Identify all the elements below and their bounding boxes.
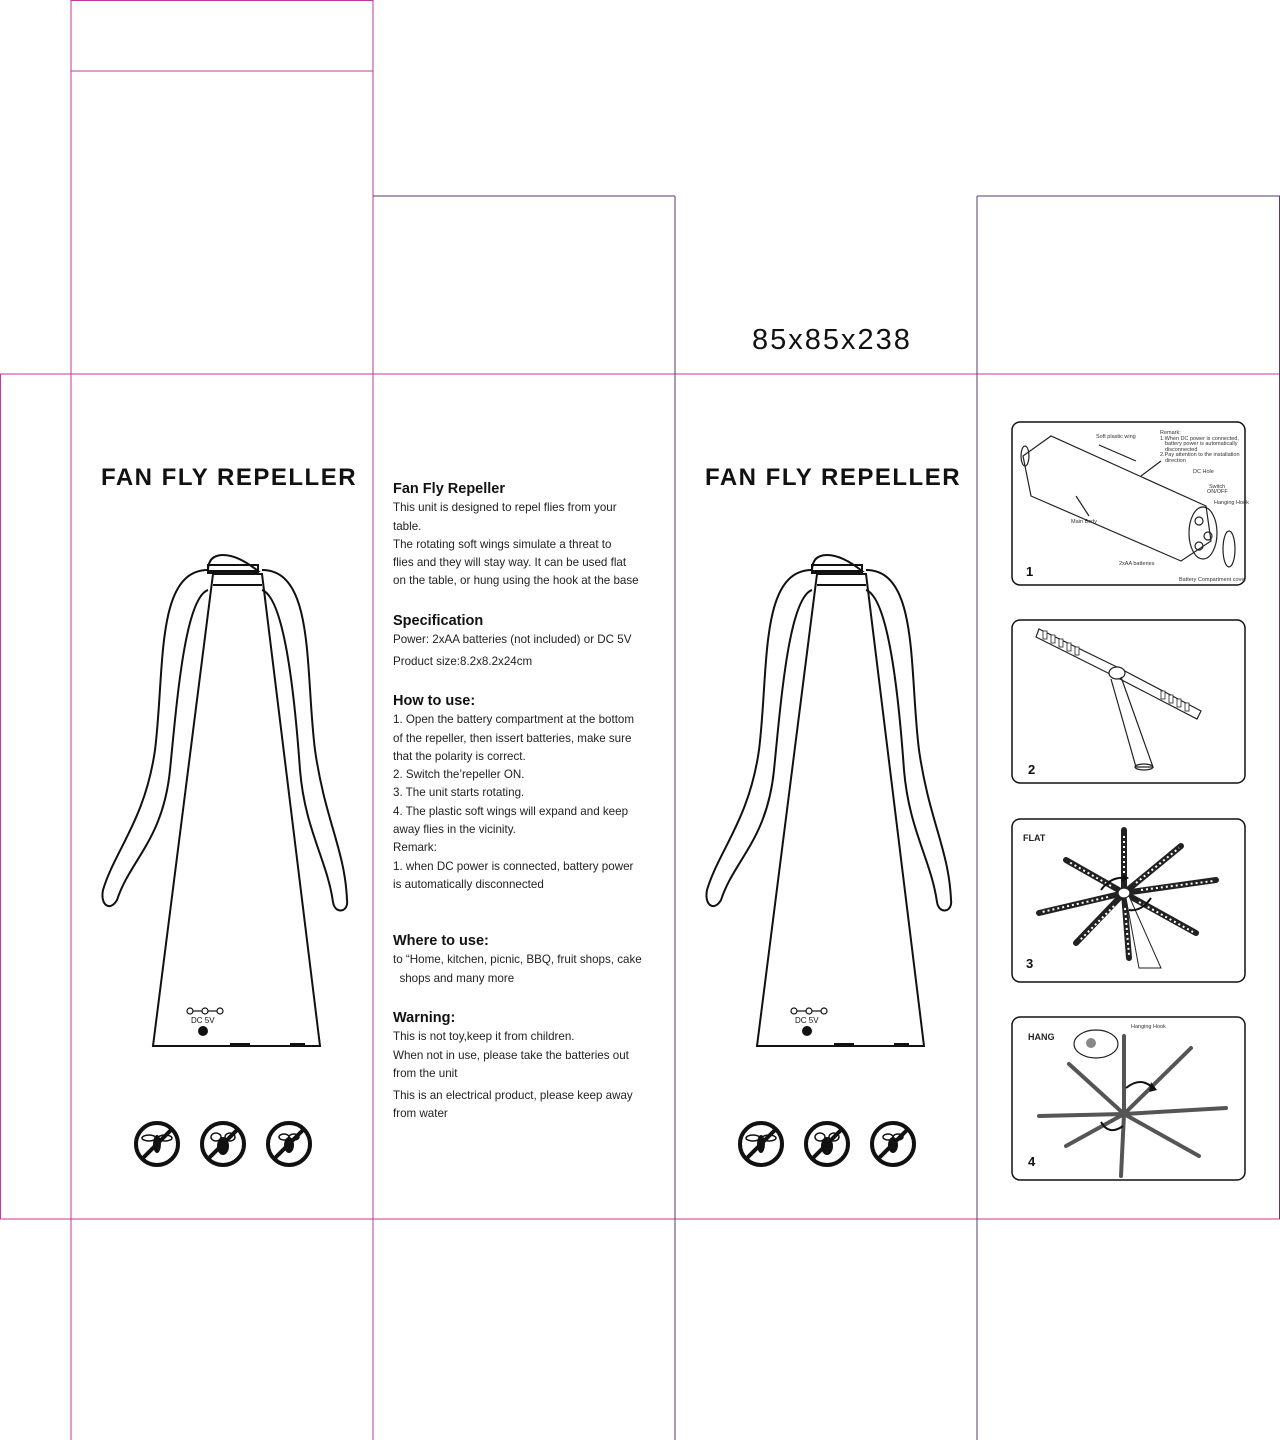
step1-remark-title: Remark: bbox=[1160, 430, 1181, 436]
step1-remark-line: battery power is automatically bbox=[1165, 441, 1238, 448]
where-to-use-section bbox=[393, 932, 663, 988]
warning-line: This is not toy,keep it from children. bbox=[393, 1030, 575, 1044]
how-to-use-section bbox=[393, 692, 663, 894]
description-section bbox=[393, 480, 663, 591]
step1-remark-line: direction bbox=[1165, 457, 1186, 464]
no-mosquito-icon bbox=[265, 1120, 313, 1168]
front-product-illustration bbox=[95, 550, 355, 1050]
how-to-use-line: of the repeller, then issert batteries, make sure bbox=[393, 731, 632, 745]
step3-diagram bbox=[1011, 818, 1247, 984]
warning-heading: Warning: bbox=[393, 1010, 456, 1026]
box-dimensions: 85x85x238 bbox=[752, 324, 912, 356]
step1-label-switch: Switch bbox=[1209, 484, 1226, 490]
how-to-use-line: 1. Open the battery compartment at the bottom bbox=[393, 713, 635, 727]
step1-remark-line: disconnected bbox=[1165, 446, 1198, 453]
where-to-use-line: shops and many more bbox=[393, 971, 515, 985]
step4-number: 4 bbox=[1028, 1154, 1036, 1169]
step1-label-hook: Hanging Hook bbox=[1214, 500, 1249, 506]
specification-size: Product size:8.2x8.2x24cm bbox=[393, 654, 533, 668]
step2-diagram bbox=[1011, 619, 1247, 785]
warning-section bbox=[393, 1009, 663, 1124]
warning-line: from the unit bbox=[393, 1066, 458, 1080]
how-to-use-line: that the polarity is correct. bbox=[393, 749, 526, 763]
step4-mode: HANG bbox=[1028, 1032, 1055, 1042]
back-title: FAN FLY REPELLER bbox=[705, 464, 962, 491]
step1-label-cover: Battery Compartment cover bbox=[1179, 577, 1247, 583]
step3-number: 3 bbox=[1026, 956, 1034, 971]
where-to-use-line: to “Home, kitchen, picnic, BBQ, fruit shops, cake bbox=[393, 953, 642, 967]
step4-label-hook: Hanging Hook bbox=[1131, 1024, 1166, 1030]
description-line: flies and they will stay way. It can be used flat bbox=[393, 556, 627, 570]
warning-line: When not in use, please take the batteries out bbox=[393, 1048, 629, 1062]
how-to-use-line: away flies in the vicinity. bbox=[393, 823, 516, 837]
description-line: This unit is designed to repel flies from your bbox=[393, 501, 617, 515]
warning-line: from water bbox=[393, 1107, 448, 1121]
step1-number: 1 bbox=[1026, 564, 1034, 579]
how-to-use-line: is automatically disconnected bbox=[393, 877, 544, 891]
step1-label-batteries: 2xAA batteries bbox=[1119, 561, 1155, 567]
step2-number: 2 bbox=[1028, 762, 1036, 777]
description-line: on the table, or hung using the hook at the base bbox=[393, 574, 639, 588]
no-bee-icon bbox=[803, 1120, 851, 1168]
warning-line: This is an electrical product, please keep away bbox=[393, 1089, 633, 1103]
how-to-use-heading: How to use: bbox=[393, 693, 476, 709]
no-mosquito-icon bbox=[869, 1120, 917, 1168]
step1-label-body: Main Body bbox=[1071, 519, 1097, 525]
specification-section bbox=[393, 612, 663, 671]
description-heading: Fan Fly Repeller bbox=[393, 481, 506, 497]
where-to-use-heading: Where to use: bbox=[393, 933, 489, 949]
how-to-use-line: 3. The unit starts rotating. bbox=[393, 786, 525, 800]
description-line: The rotating soft wings simulate a threat to bbox=[393, 537, 612, 551]
specification-power: Power: 2xAA batteries (not included) or DC 5V bbox=[393, 633, 632, 647]
step1-label-wing: Soft plastic wing bbox=[1096, 434, 1136, 440]
no-fly-icon bbox=[737, 1120, 785, 1168]
specification-heading: Specification bbox=[393, 613, 484, 629]
back-product-illustration bbox=[699, 550, 959, 1050]
how-to-use-line: 2. Switch the’repeller ON. bbox=[393, 768, 525, 782]
step1-label-switch-onoff: ON/OFF bbox=[1207, 489, 1228, 495]
step1-remark-line: 1.When DC power is connected, bbox=[1160, 435, 1239, 442]
how-to-use-line: Remark: bbox=[393, 841, 437, 855]
no-fly-icon bbox=[133, 1120, 181, 1168]
description-line: table. bbox=[393, 519, 422, 533]
step3-mode: FLAT bbox=[1023, 833, 1046, 843]
how-to-use-line: 1. when DC power is connected, battery power bbox=[393, 859, 634, 873]
step1-label-remark bbox=[1160, 431, 1240, 465]
step1-remark-line: 2.Pay attention to the installation bbox=[1160, 452, 1240, 459]
how-to-use-line: 4. The plastic soft wings will expand and keep bbox=[393, 804, 629, 818]
no-bee-icon bbox=[199, 1120, 247, 1168]
front-dc-label: DC 5V bbox=[191, 1016, 215, 1025]
front-title: FAN FLY REPELLER bbox=[101, 464, 358, 491]
back-dc-label: DC 5V bbox=[795, 1016, 819, 1025]
step1-label-dc-hole: DC Hole bbox=[1193, 469, 1214, 475]
